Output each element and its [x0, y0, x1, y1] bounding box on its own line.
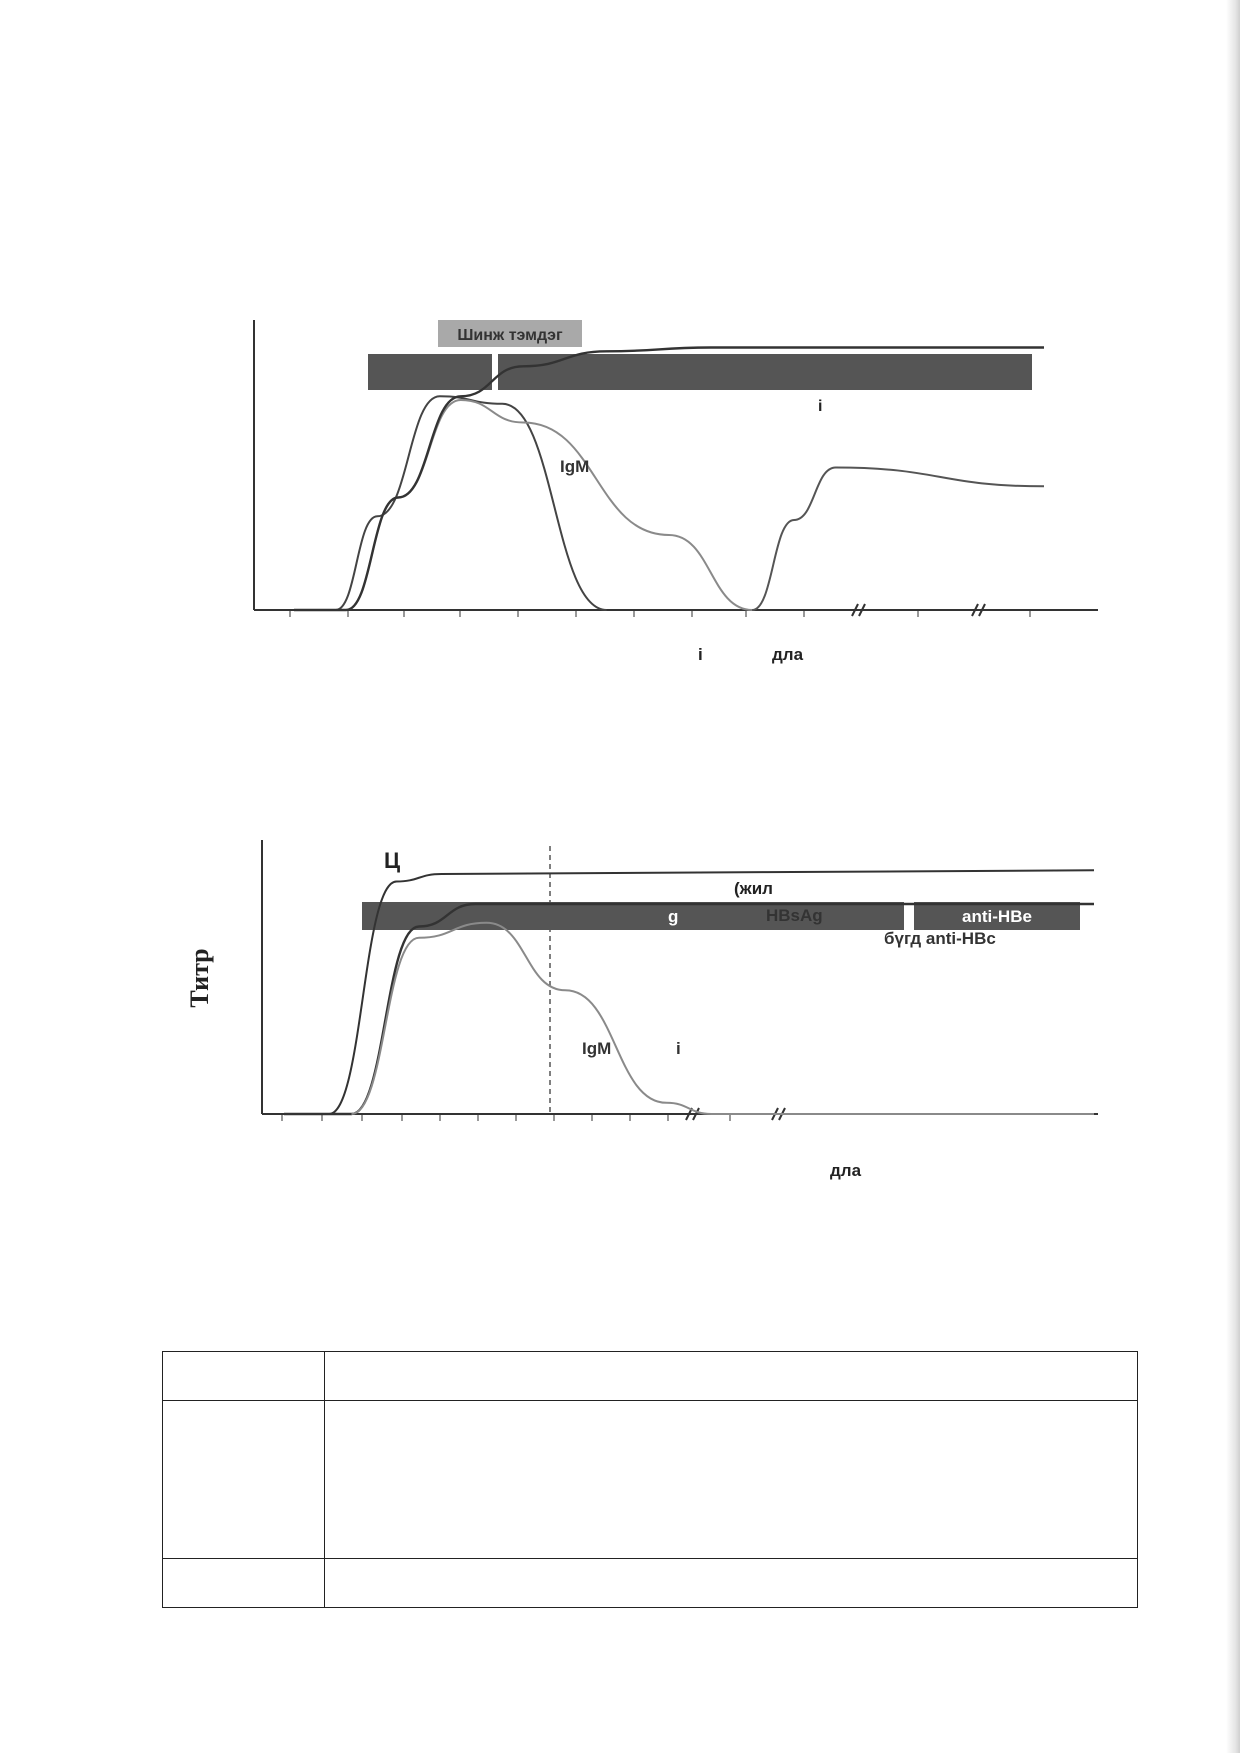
curve-s4 — [752, 468, 1044, 611]
hbeag-bar — [362, 902, 904, 930]
total-anti-hbc-label: бүгд anti-HBc — [884, 929, 996, 948]
table-frame — [162, 1351, 1138, 1608]
anti-hbe-bar — [498, 354, 1032, 390]
table-row-divider — [163, 1558, 1137, 1559]
chronic-infection-plot — [0, 820, 1240, 1210]
table-column-divider — [324, 1352, 325, 1607]
table-row-divider — [163, 1400, 1137, 1401]
curve-s2 — [294, 400, 752, 610]
total-anti-hbc-label: i — [818, 398, 823, 415]
anti-hbe-bar-label: anti-HBe — [962, 907, 1032, 926]
x-axis-label: дла — [772, 645, 804, 664]
top-left-label: Ц — [384, 848, 401, 873]
hbeag-bar-label: g — [668, 907, 679, 926]
igm-anti-hbc-label: IgM — [582, 1039, 612, 1058]
igm-anti-hbc-suffix: i — [676, 1039, 681, 1058]
chronic-infection-chart — [0, 820, 1240, 1210]
curve-igm_anti_hbc — [352, 923, 1095, 1114]
curve-s1 — [294, 396, 607, 610]
x-axis-marker: i — [698, 645, 703, 664]
x-axis-label: дла — [830, 1161, 862, 1180]
igm-anti-hbc-label: IgM — [560, 457, 590, 476]
symptom-label: Шинж тэмдэг — [457, 327, 563, 344]
top-right-label: (жил — [734, 879, 773, 898]
hbeag-bar — [368, 354, 492, 390]
acute-infection-plot — [0, 300, 1240, 700]
hbsag-label: HBsAg — [766, 906, 823, 925]
acute-infection-chart — [0, 300, 1240, 700]
y-axis-label: Титр — [185, 948, 214, 1008]
x-ticks — [290, 610, 1030, 617]
